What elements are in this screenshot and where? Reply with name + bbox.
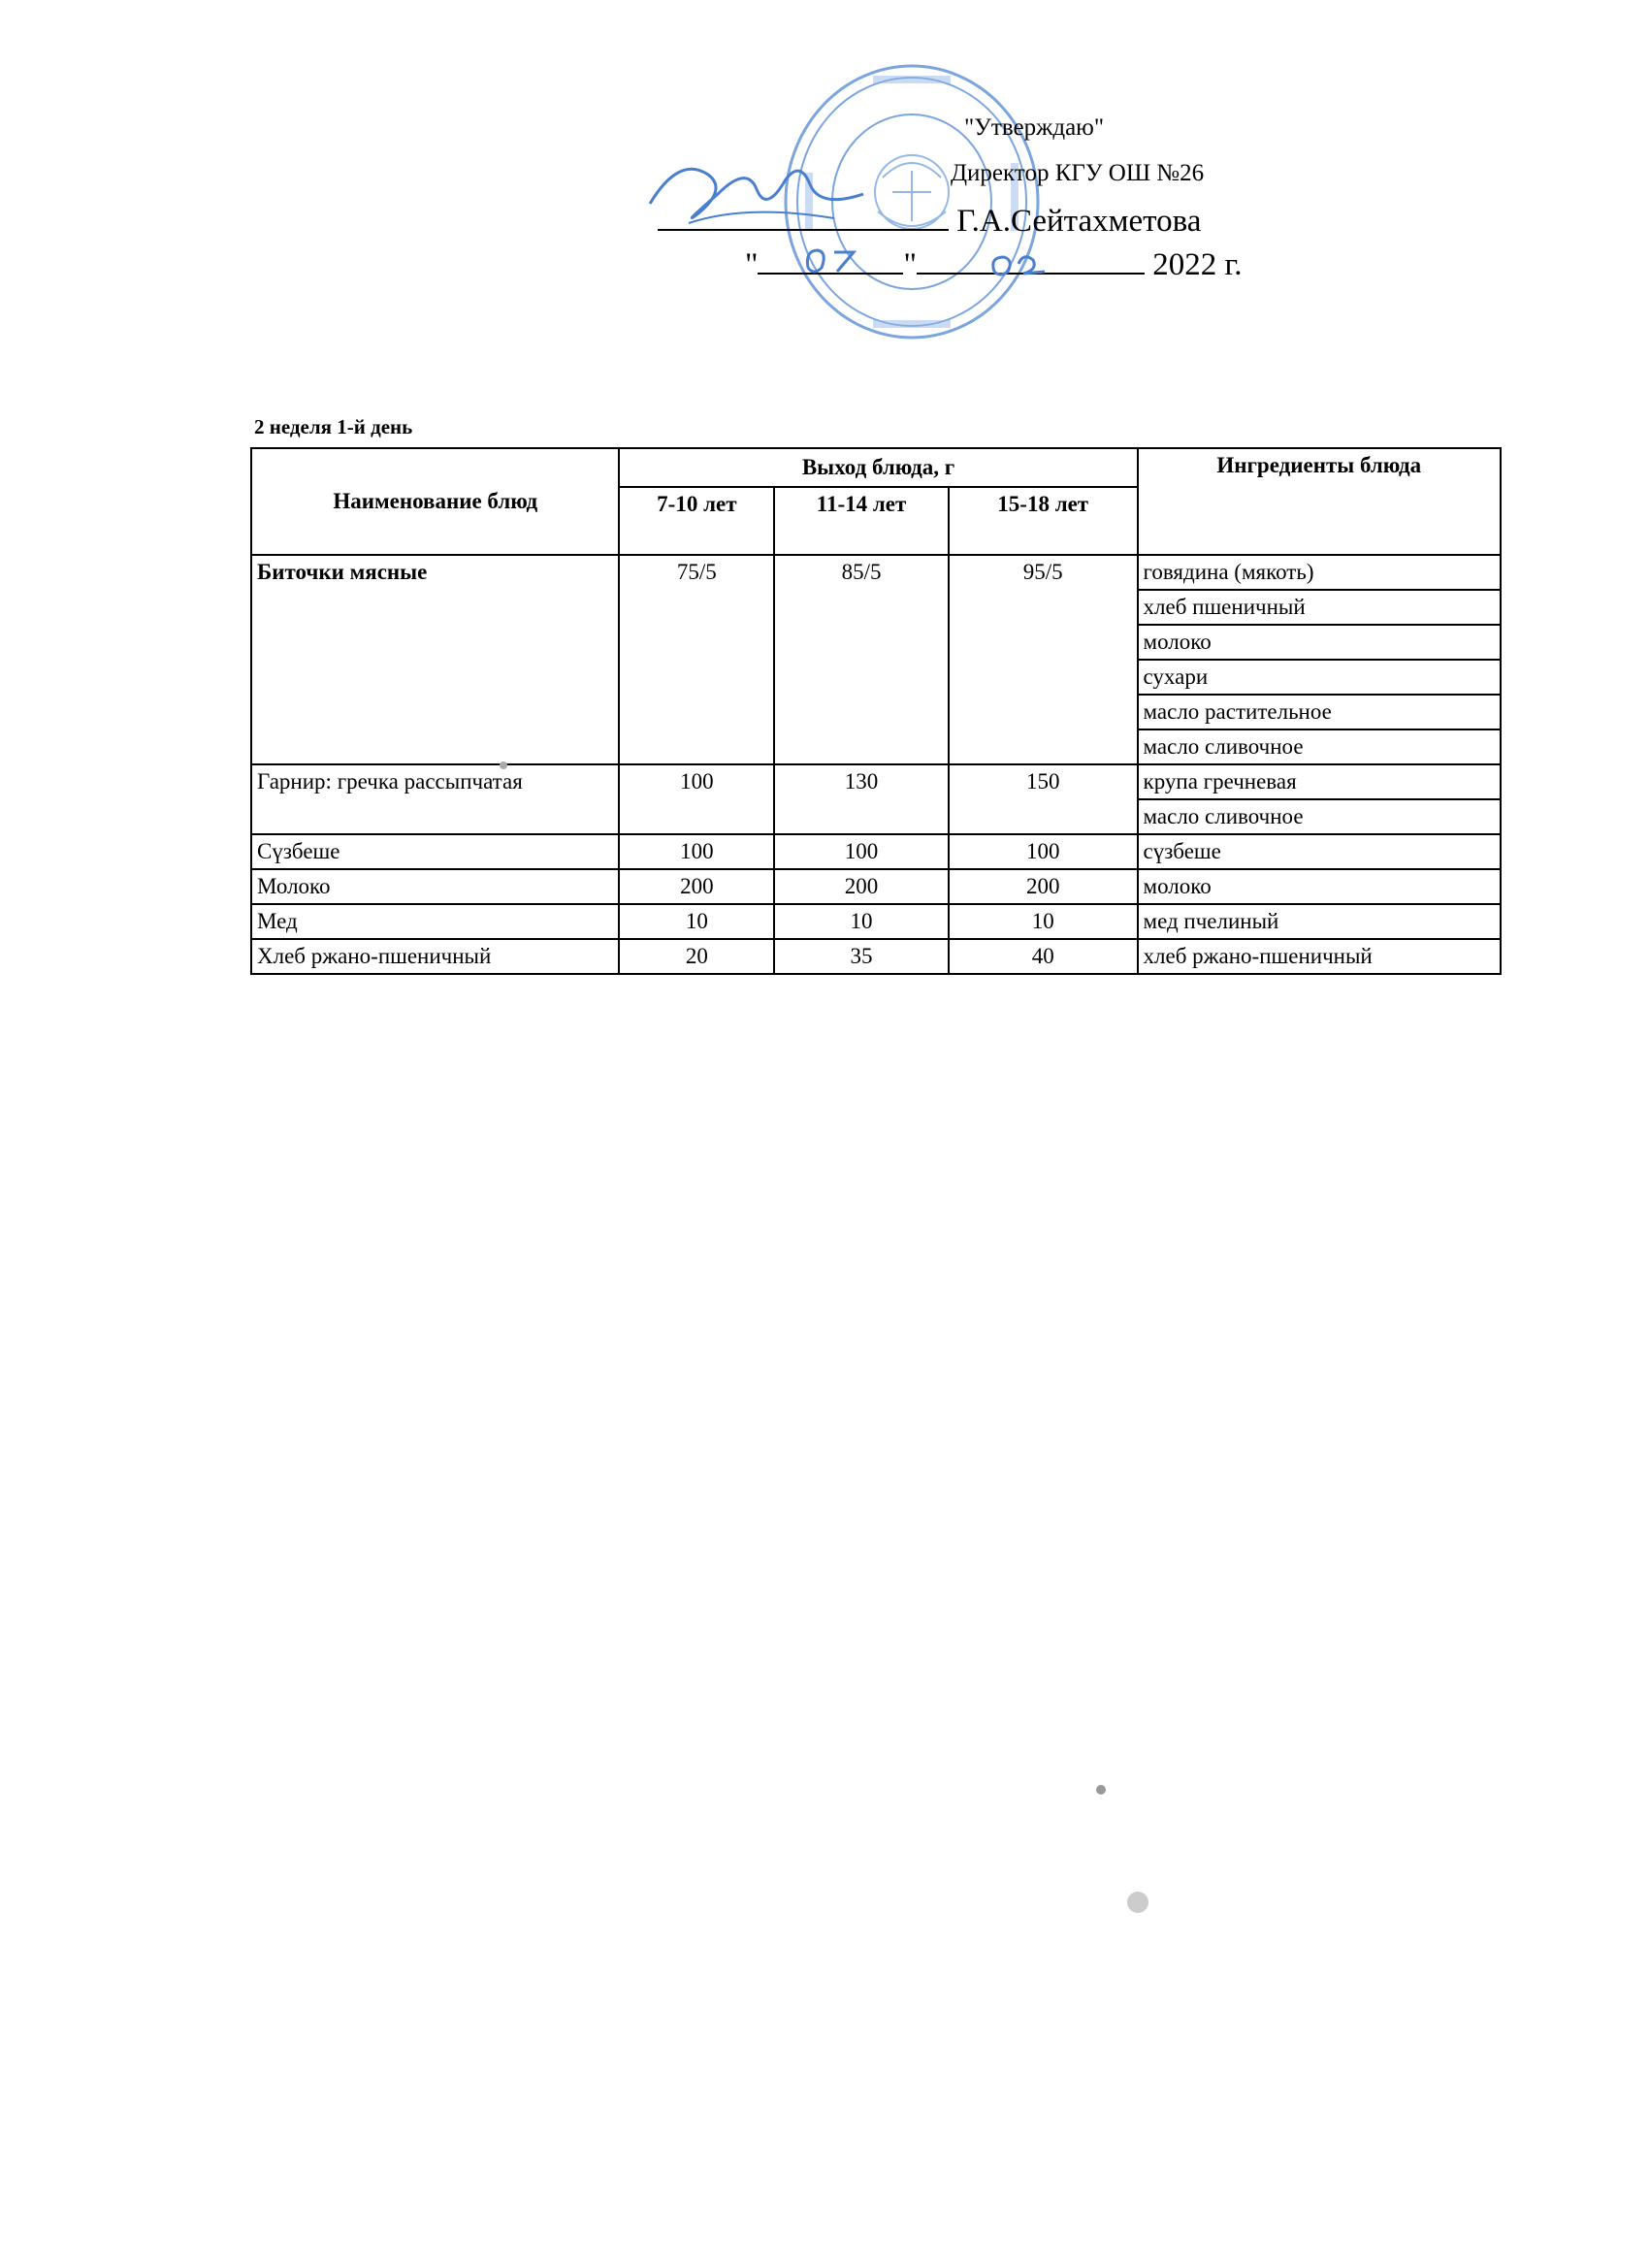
ingredient: масло сливочное <box>1138 799 1501 834</box>
yield-11-14: 200 <box>774 869 949 904</box>
ingredient: масло растительное <box>1138 695 1501 729</box>
header-ingredients: Ингредиенты блюда <box>1138 448 1501 555</box>
yield-15-18: 100 <box>949 834 1138 869</box>
yield-7-10: 200 <box>619 869 774 904</box>
ingredient: хлеб пшеничный <box>1138 590 1501 625</box>
ingredient: крупа гречневая <box>1138 764 1501 799</box>
yield-11-14: 85/5 <box>774 555 949 764</box>
header-yield: Выход блюда, г <box>619 448 1137 487</box>
yield-7-10: 100 <box>619 764 774 834</box>
header-age-7-10: 7-10 лет <box>619 487 774 555</box>
dish-name: Гарнир: гречка рассыпчатая <box>251 764 619 834</box>
header-dish-name: Наименование блюд <box>251 448 619 555</box>
yield-11-14: 100 <box>774 834 949 869</box>
yield-11-14: 10 <box>774 904 949 939</box>
header-age-15-18: 15-18 лет <box>949 487 1138 555</box>
ingredient: мед пчелиный <box>1138 904 1501 939</box>
yield-15-18: 150 <box>949 764 1138 834</box>
yield-11-14: 130 <box>774 764 949 834</box>
yield-15-18: 95/5 <box>949 555 1138 764</box>
menu-heading: 2 неделя 1-й день <box>254 415 413 438</box>
yield-7-10: 100 <box>619 834 774 869</box>
ingredient: говядина (мякоть) <box>1138 555 1501 590</box>
signature-line <box>658 202 949 231</box>
ingredient: сүзбеше <box>1138 834 1501 869</box>
scan-speck <box>1096 1785 1106 1795</box>
yield-7-10: 75/5 <box>619 555 774 764</box>
approval-name-row <box>658 202 1201 240</box>
header-age-11-14: 11-14 лет <box>774 487 949 555</box>
ingredient: молоко <box>1138 869 1501 904</box>
dish-name: Мед <box>251 904 619 939</box>
date-open-quote: " <box>745 247 759 282</box>
yield-15-18: 40 <box>949 939 1138 974</box>
yield-7-10: 20 <box>619 939 774 974</box>
dish-name: Хлеб ржано-пшеничный <box>251 939 619 974</box>
handwritten-day <box>800 241 868 279</box>
scan-speck <box>1127 1892 1148 1913</box>
menu-table-body <box>251 555 1501 974</box>
dish-name: Молоко <box>251 869 619 904</box>
ingredient: молоко <box>1138 625 1501 660</box>
approval-title: "Утверждаю" <box>964 114 1105 141</box>
yield-7-10: 10 <box>619 904 774 939</box>
dish-name: Сүзбеше <box>251 834 619 869</box>
dish-name: Биточки мясные <box>251 555 619 764</box>
ingredient: масло сливочное <box>1138 729 1501 764</box>
ingredient: хлеб ржано-пшеничный <box>1138 939 1501 974</box>
scan-speck <box>500 761 507 769</box>
menu-table <box>250 447 1502 975</box>
director-name: Г.А.Сейтахметова <box>956 204 1202 239</box>
approval-position: Директор КГУ ОШ №26 <box>951 160 1205 186</box>
handwritten-month <box>985 243 1062 281</box>
date-mid-quote: " <box>903 247 917 282</box>
ingredient: сухари <box>1138 660 1501 695</box>
yield-15-18: 200 <box>949 869 1138 904</box>
approval-block <box>0 0 1649 388</box>
date-year: 2022 г. <box>1152 247 1243 282</box>
yield-11-14: 35 <box>774 939 949 974</box>
yield-15-18: 10 <box>949 904 1138 939</box>
